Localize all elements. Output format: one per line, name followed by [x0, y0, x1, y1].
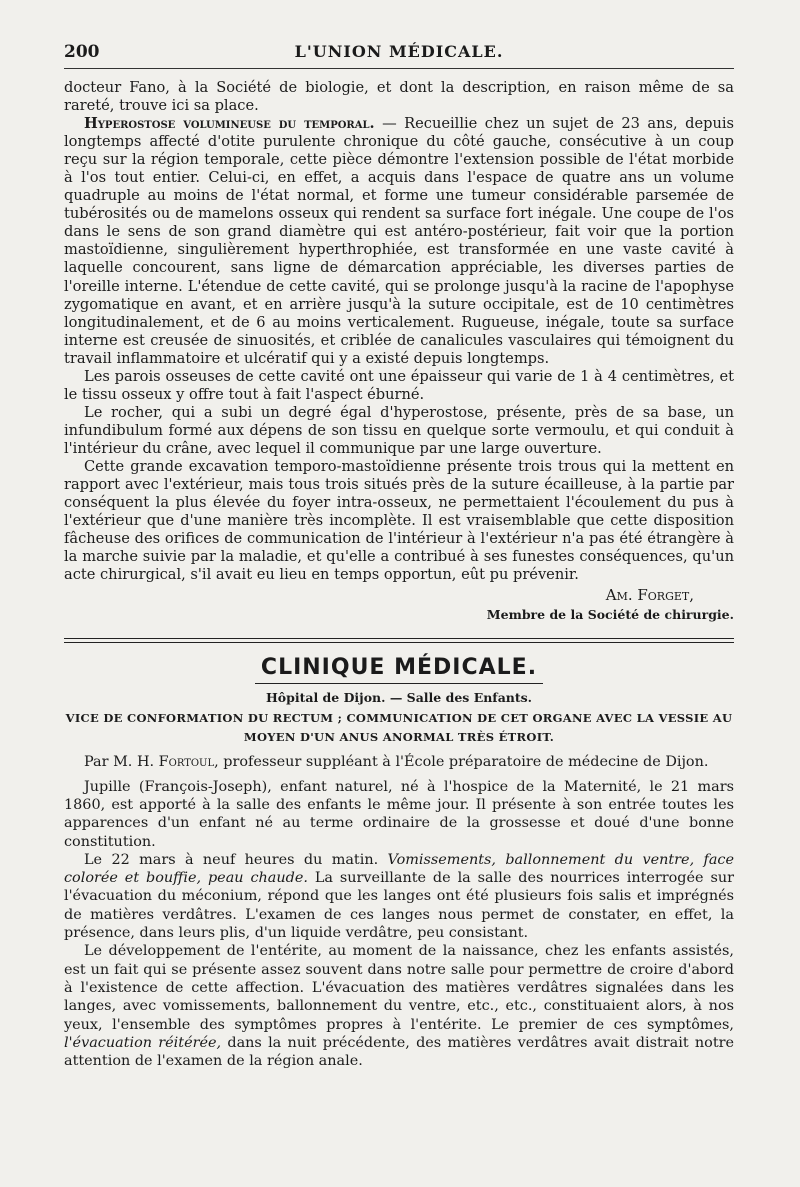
section-divider [64, 638, 734, 643]
section-title-text: CLINIQUE MÉDICALE. [255, 655, 543, 684]
paragraph-jupille: Jupille (François-Joseph), enfant naturel, né à l'hospice de la Maternité, le 21 mars 1860, est apporté à la salle des enfants le même jour. Il présente à son entrée toutes les apparences d'un enfant né au terme ordinaire de la grossesse et doué d'une bonne constitution. [64, 778, 734, 850]
paragraph-parois: Les parois osseuses de cette cavité ont une épaisseur qui varie de 1 à 4 centimètres, et le tissu osseux y offre tout à fait l'aspect éburné. [64, 367, 734, 403]
hospital-line: Hôpital de Dijon. — Salle des Enfants. [265, 690, 533, 706]
byline-name: Fortoul [158, 754, 215, 771]
paragraph-hyperostose [64, 115, 734, 368]
paragraph-enterite-em: l'évacuation réitérée, [64, 1034, 222, 1051]
paragraph-excavation: Cette grande excavation temporo-mastoïdienne présente trois trous qui la mettent en rapport avec l'extérieur, mais tous trois situés près de la suture écailleuse, à la partie par conséquent la plus élevée du foyer intra-osseux, ne permettaient l'écoulement du pus à l'extérieur que d'une manière très incomplète. Il est vraisemblable que cette disposition fâcheuse des orifices de communication de l'intérieur à l'extérieur n'a pas été étrangère à la marche suivie par la maladie, et qu'elle a contribué à ses funestes conséquences, qu'un acte chirurgical, s'il avait eu lieu en temps opportun, eût pu prévenir. [64, 457, 734, 584]
page-number: 200 [64, 42, 100, 62]
paragraph-enterite-a: Le développement de l'entérite, au moment de la naissance, chez les enfants assistés, est un fait qui se présente assez souvent dans notre salle pour permettre de croire d'abord à l'existence de cette affection. L'évacuation des matières verdâtres signalées dans les langes, avec vomissements, ballonnement du ventre, etc., etc., constituaient alors, à nos yeux, l'ensemble des symptômes propres à l'entérite. Le premier de ces symptômes, [64, 943, 734, 1033]
article-clinique [64, 753, 734, 1070]
author-signature: Am. Forget, [605, 586, 694, 605]
article-hyperostose [64, 79, 734, 624]
section-heading-hyperostose: Hyperostose volumineuse du temporal. [84, 115, 375, 133]
paragraph-22-mars-symptoms: Vomissements, ballonnement du ventre, face colorée et bouffie, peau chaude. [64, 851, 734, 887]
paragraph-rocher: Le rocher, qui a subi un degré égal d'hyperostose, présente, près de sa base, un infundibulum formé aux dépens de son tissu en quelque sorte vermoulu, et qui conduit à l'intérieur du crâne, avec lequel il communique par une large ouverture. [64, 403, 734, 457]
byline-suffix: , professeur suppléant à l'École préparatoire de médecine de Dijon. [214, 754, 709, 771]
paragraph-hyperostose-text: — Recueillie chez un sujet de 23 ans, depuis longtemps affecté d'otite purulente chronique du côté gauche, consécutive à un coup reçu sur la région temporale, cette pièce démontre l'extension possible de l'état morbide à l'os tout entier. Celui-ci, en effet, a acquis dans l'espace de quatre ans un volume quadruple au moins de l'état normal, et forme une tumeur considérable parsemée de tubérosités ou de mamelons osseux qui rendent sa surface fort inégale. Une coupe de l'os dans le sens de son grand diamètre qui est antéro-postérieur, fait voir que la portion mastoïdienne, singulièrement hyperthrophiée, est transformée en une vaste cavité à laquelle concourent, sans ligne de démarcation appréciable, les diverses parties de l'oreille interne. L'étendue de cette cavité, qui se prolonge jusqu'à la racine de l'apophyse zygomatique en avant, et en arrière jusqu'à la suture occipitale, est de 10 centimètres longitudinalement, et de 6 au moins verticalement. Rugueuse, inégale, toute sa surface interne est creusée de sinuosités, et criblée de canalicules vasculaires qui témoignent du travail inflammatoire et ulcératif qui y a existé depuis longtemps. [64, 115, 734, 367]
paragraph-enterite [64, 942, 734, 1070]
journal-title: L'UNION MÉDICALE. [294, 42, 504, 61]
paragraph-22-mars-a: Le 22 mars à neuf heures du matin. [84, 851, 388, 868]
paragraph-22-mars [64, 851, 734, 942]
author-role: Membre de la Société de chirurgie. [486, 607, 734, 623]
paragraph-22-mars-b: La surveillante de la salle des nourrices interrogée sur l'évacuation du méconium, répond que les langes ont été plusieurs fois salis et imprégnés de matières verdâtres. L'examen de ces langes nous permet de constater, en effet, la présence, dans leurs plis, d'un liquide verdâtre, peu consistant. [64, 870, 734, 942]
paragraph-intro: docteur Fano, à la Société de biologie, et dont la description, en raison même de sa rareté, trouve ici sa place. [64, 79, 734, 115]
paragraph-enterite-b: dans la nuit précédente, des matières verdâtres avait distrait notre attention de l'examen de la région anale. [64, 1034, 734, 1070]
page-header [64, 42, 734, 69]
byline-prefix: Par M. H. [84, 754, 159, 771]
section-title [64, 655, 734, 684]
case-title: VICE DE CONFORMATION DU RECTUM ; COMMUNICATION DE CET ORGANE AVEC LA VESSIE AU MOYEN D'UN ANUS ANORMAL TRÈS ÉTROIT. [65, 711, 733, 745]
author-byline [64, 753, 734, 771]
